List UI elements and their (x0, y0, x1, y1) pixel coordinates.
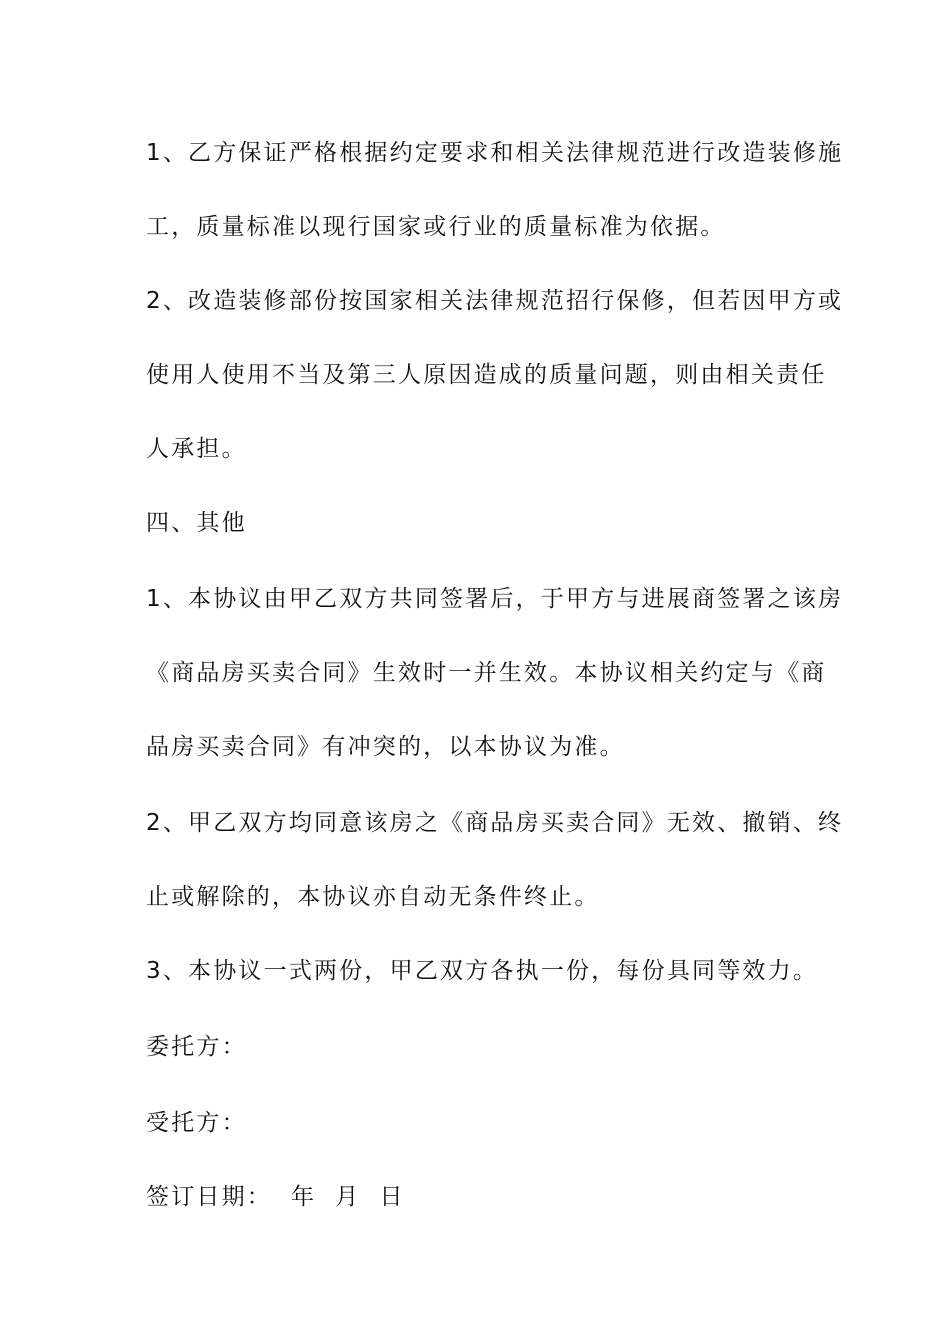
signing-date-label: 签订日期： 年 月 日 (146, 1184, 405, 1210)
clause-4-1-line-1: 1、本协议由甲乙双方共同签署后，于甲方与进展商签署之该房 (146, 586, 844, 612)
clause-3-2-line-3: 人承担。 (146, 436, 247, 462)
clause-3-1-line-1: 1、乙方保证严格根据约定要求和相关法律规范进行改造装修施 (146, 140, 844, 166)
clause-4-2-line-2: 止或解除的，本协议亦自动无条件终止。 (146, 884, 600, 910)
clause-3-2-line-2: 使用人使用不当及第三人原因造成的质量问题，则由相关责任 (146, 362, 827, 388)
principal-label: 委托方： (146, 1034, 247, 1060)
section-heading-other: 四、其他 (146, 510, 247, 536)
clause-4-3-line-1: 3、本协议一式两份，甲乙双方各执一份，每份具同等效力。 (146, 958, 819, 984)
clause-4-1-line-2: 《商品房买卖合同》生效时一并生效。本协议相关约定与《商 (146, 660, 827, 686)
clause-4-2-line-1: 2、甲乙双方均同意该房之《商品房买卖合同》无效、撤销、终 (146, 810, 844, 836)
clause-4-1-line-3: 品房买卖合同》有冲突的，以本协议为准。 (146, 734, 625, 760)
clause-3-2-line-1: 2、改造装修部份按国家相关法律规范招行保修，但若因甲方或 (146, 288, 844, 314)
clause-3-1-line-2: 工，质量标准以现行国家或行业的质量标准为依据。 (146, 214, 726, 240)
agent-label: 受托方： (146, 1110, 247, 1136)
